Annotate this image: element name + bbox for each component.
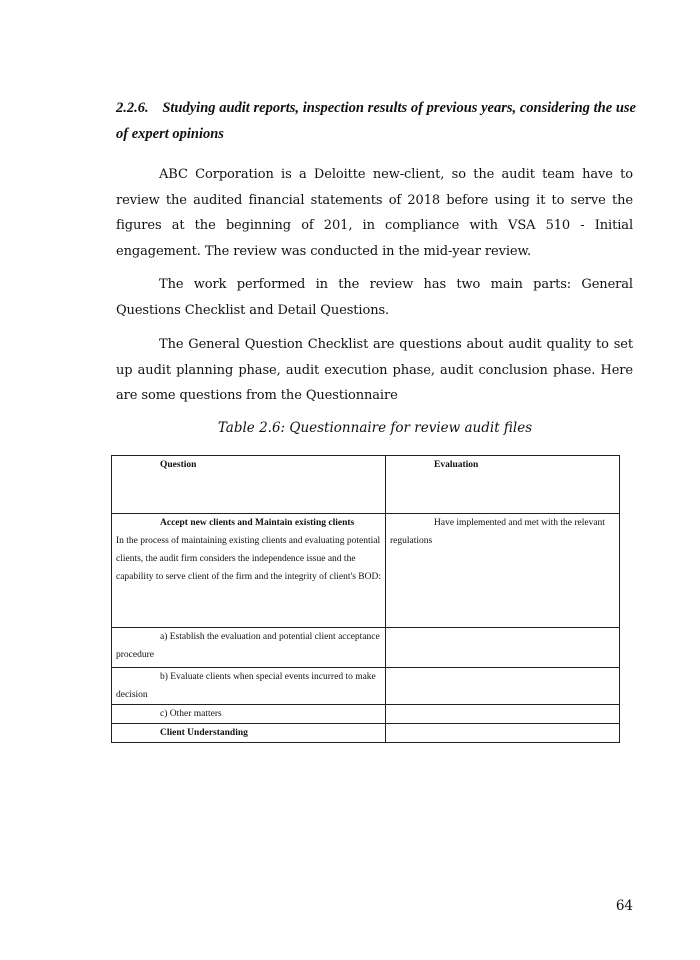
row1-text: In the process of maintaining existing clients and evaluating potential clients, the audit firm considers the independence issue and the capability to serve client of the firm and the integrity of client's BOD: [116,536,381,582]
row2-evaluation-cell [386,628,620,668]
questionnaire-table [111,455,620,743]
row5-question-cell [112,724,386,743]
table-row [112,724,620,743]
header-evaluation: Evaluation [434,460,479,470]
row2-question: a) Establish the evaluation and potential client acceptance procedure [116,632,380,660]
table-header-row [112,456,620,514]
header-evaluation-cell [386,456,620,514]
header-question-cell [112,456,386,514]
table-row [112,628,620,668]
table-caption: Table 2.6: Questionnaire for review audit files [217,420,533,436]
row1-question-cell [112,514,386,628]
row4-question: c) Other matters [160,709,222,719]
section-heading [116,95,636,147]
row3-question-cell [112,668,386,705]
header-question: Question [160,460,197,470]
row2-question-cell [112,628,386,668]
row5-question: Client Understanding [160,728,248,738]
table-row [112,668,620,705]
row4-question-cell [112,705,386,724]
section-title: Studying audit reports, inspection results of previous years, considering the use of expert opinions [116,100,636,142]
paragraph-3: The General Question Checklist are questions about audit quality to set up audit planning phase, audit execution phase, audit conclusion phase. Here are some questions from the Questionnaire [116,337,633,403]
row4-evaluation-cell [386,705,620,724]
row1-evaluation: Have implemented and met with the relevant regulations [390,518,605,546]
row1-title: Accept new clients and Maintain existing clients [160,518,355,528]
table-row [112,705,620,724]
table-row [112,514,620,628]
section-number: 2.2.6. [116,100,149,116]
paragraph-2: The work performed in the review has two main parts: General Questions Checklist and Detail Questions. [116,277,633,318]
row1-evaluation-cell [386,514,620,628]
paragraph-1: ABC Corporation is a Deloitte new-client, so the audit team have to review the audited financial statements of 2018 before using it to serve the figures at the beginning of 201, in compliance with VSA 510 - Initial engagement. The review was conducted in the mid-year review. [116,167,633,259]
page-number: 64 [615,898,633,914]
row3-question: b) Evaluate clients when special events incurred to make decision [116,672,376,700]
row3-evaluation-cell [386,668,620,705]
row5-evaluation-cell [386,724,620,743]
